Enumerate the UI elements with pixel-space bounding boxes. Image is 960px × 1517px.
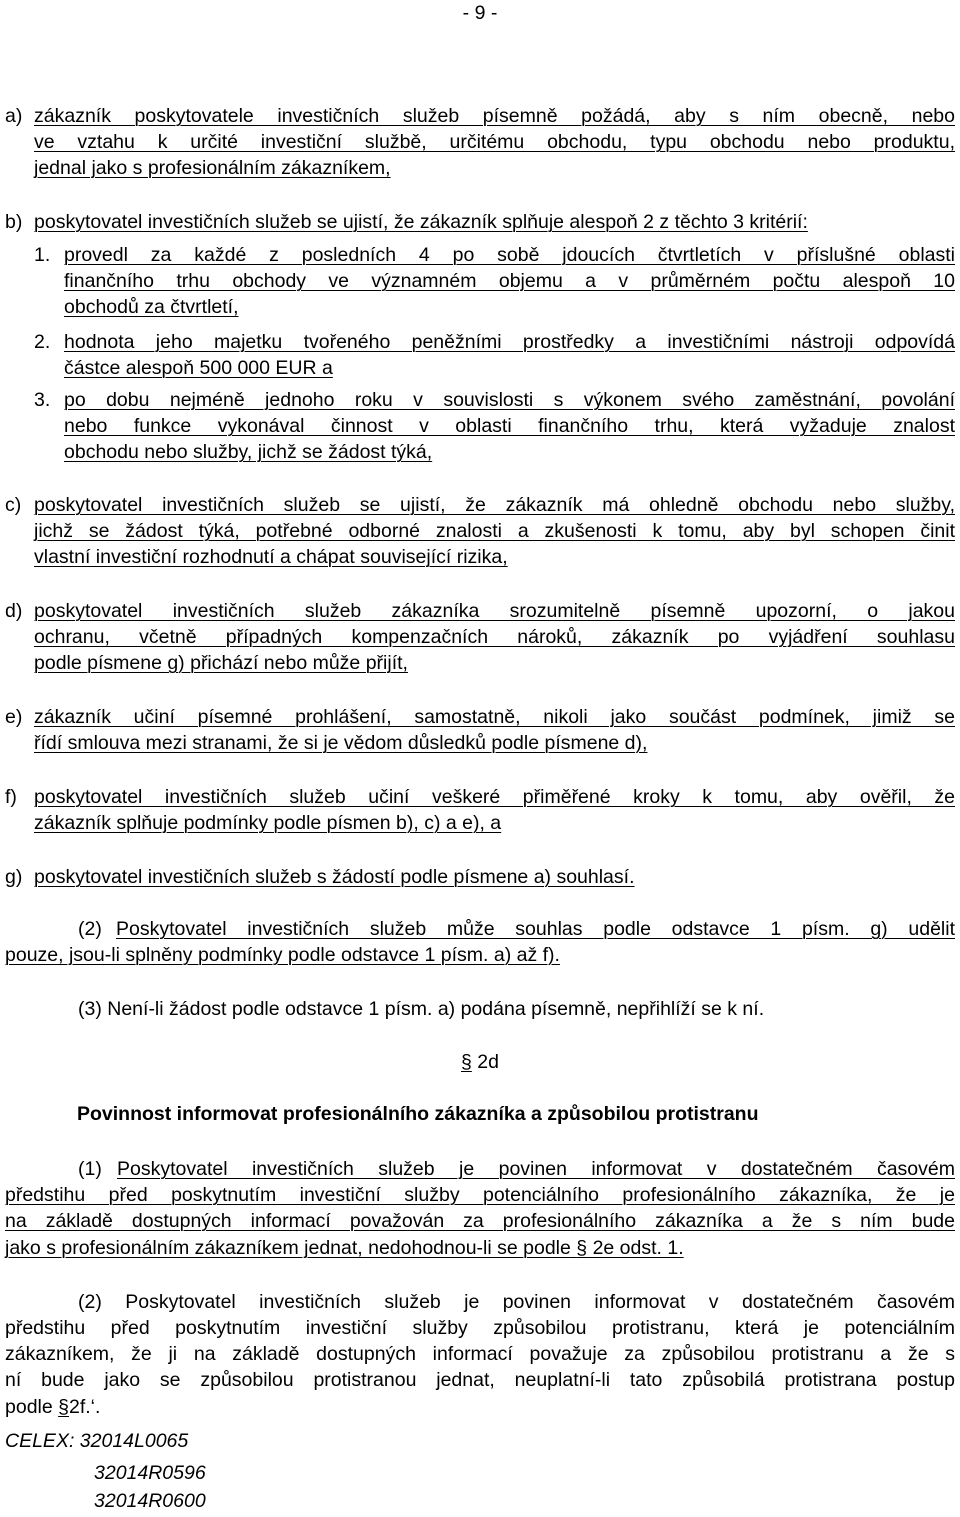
criterion-1-line-1: provedl za každé z posledních 4 po sobě jdoucích čtvrtletích v příslušné oblasti bbox=[64, 244, 955, 266]
section-paragraph-2-line-5-text: podle bbox=[5, 1396, 53, 1418]
section-reference-2: 2f.‘. bbox=[69, 1396, 101, 1418]
paragraph-2-number: (2) bbox=[78, 918, 102, 940]
item-c-line-3: vlastní investiční rozhodnutí a chápat související rizika, bbox=[34, 546, 508, 568]
item-d-line-3: podle písmene g) přichází nebo může přijít, bbox=[34, 652, 408, 674]
section-reference: 2e odst. 1. bbox=[592, 1237, 684, 1259]
celex-code-2: 32014R0600 bbox=[94, 1490, 206, 1512]
item-d-line-1: poskytovatel investičních služeb zákazníka srozumitelně písemně upozorní, o jakou bbox=[34, 600, 955, 622]
criterion-3-line-3: obchodu nebo služby, jichž se žádost týká, bbox=[64, 441, 433, 463]
celex-code-1: 32014R0596 bbox=[94, 1462, 206, 1484]
page-number: - 9 - bbox=[462, 2, 498, 24]
criterion-3-number: 3. bbox=[34, 389, 51, 411]
item-a-line-3: jednal jako s profesionálním zákazníkem, bbox=[34, 157, 391, 179]
criterion-3-line-2: nebo funkce vykonával činnost v oblasti finančního trhu, která vyžaduje znalost bbox=[64, 415, 955, 437]
paragraph-3: (3) Není-li žádost podle odstavce 1 písm. a) podána písemně, nepřihlíží se k ní. bbox=[78, 998, 765, 1020]
item-c-line-1: poskytovatel investičních služeb se ujistí, že zákazník má ohledně obchodu nebo služby, bbox=[34, 494, 955, 516]
section-reference-symbol: § bbox=[576, 1237, 588, 1259]
section-heading bbox=[0, 1049, 960, 1075]
item-a-label: a) bbox=[5, 105, 23, 127]
section-paragraph-1-line-4-text: jako s profesionálním zákazníkem jednat, nedohodnou-li se podle bbox=[5, 1237, 571, 1259]
criterion-1-line-2: finančního trhu obchody ve významném objemu a v průměrném počtu alespoň 10 bbox=[64, 270, 955, 292]
item-b-text: poskytovatel investičních služeb se ujistí, že zákazník splňuje alespoň 2 z těchto 3 kritérií: bbox=[34, 211, 808, 233]
section-paragraph-1-line-1: Poskytovatel investičních služeb je povinen informovat v dostatečném časovém bbox=[117, 1158, 955, 1180]
section-paragraph-2-line-1: (2) Poskytovatel investičních služeb je povinen informovat v dostatečném časovém bbox=[78, 1291, 955, 1313]
item-f-line-1: poskytovatel investičních služeb učiní veškeré přiměřené kroky k tomu, aby ověřil, že bbox=[34, 786, 955, 808]
item-g-text: poskytovatel investičních služeb s žádostí podle písmene a) souhlasí. bbox=[34, 866, 635, 888]
section-paragraph-2-line-2: předstihu před poskytnutím investiční služby způsobilou protistranu, která je potenciálním bbox=[5, 1317, 955, 1339]
item-f-line-2: zákazník splňuje podmínky podle písmen b), c) a e), a bbox=[34, 812, 502, 834]
section-symbol: § bbox=[461, 1051, 472, 1073]
celex-label: CELEX: 32014L0065 bbox=[5, 1430, 189, 1452]
criterion-3-line-1: po dobu nejméně jednoho roku v souvislosti s výkonem svého zaměstnání, povolání bbox=[64, 389, 955, 411]
item-d-label: d) bbox=[5, 600, 23, 622]
item-c-label: c) bbox=[5, 494, 22, 516]
item-f-label: f) bbox=[5, 786, 17, 808]
criterion-1-line-3: obchodů za čtvrtletí, bbox=[64, 296, 239, 318]
section-paragraph-2-line-4: ní bude jako se způsobilou protistranou jednat, neuplatní-li tato způsobilá protistrana postup bbox=[5, 1369, 955, 1391]
section-reference-symbol-2: § bbox=[58, 1396, 69, 1418]
criterion-2-number: 2. bbox=[34, 331, 51, 353]
item-a-line-1: zákazník poskytovatele investičních služeb písemně požádá, aby s ním obecně, nebo bbox=[34, 105, 955, 127]
item-c-line-2: jichž se žádost týká, potřebné odborné znalosti a zkušenosti k tomu, aby byl schopen činit bbox=[34, 520, 955, 542]
section-title: Povinnost informovat profesionálního zákazníka a způsobilou protistranu bbox=[77, 1103, 759, 1125]
section-paragraph-2-line-3: zákazníkem, že ji na základě dostupných informací považuje za způsobilou protistranu a že s bbox=[5, 1343, 955, 1365]
section-number: 2d bbox=[477, 1051, 499, 1073]
criterion-2-line-1: hodnota jeho majetku tvořeného peněžními prostředky a investičními nástroji odpovídá bbox=[64, 331, 955, 353]
section-paragraph-2-line-5 bbox=[5, 1394, 100, 1420]
item-b-label: b) bbox=[5, 211, 23, 233]
item-e-line-2: řídí smlouva mezi stranami, že si je vědom důsledků podle písmene d), bbox=[34, 732, 648, 754]
paragraph-2-line-2: pouze, jsou-li splněny podmínky podle odstavce 1 písm. a) až f). bbox=[5, 944, 560, 966]
item-e-line-1: zákazník učiní písemné prohlášení, samostatně, nikoli jako součást podmínek, jimiž se bbox=[34, 706, 955, 728]
criterion-2-line-2: částce alespoň 500 000 EUR a bbox=[64, 357, 333, 379]
item-d-line-2: ochranu, včetně případných kompenzačních nároků, zákazník po vyjádření souhlasu bbox=[34, 626, 955, 648]
section-paragraph-1-line-3: na základě dostupných informací považován za profesionálního zákazníka a že s ním bude bbox=[5, 1210, 955, 1232]
criterion-1-number: 1. bbox=[34, 244, 51, 266]
section-paragraph-1-line-2: předstihu před poskytnutím investiční služby potenciálního profesionálního zákazníka, že je bbox=[5, 1184, 955, 1206]
section-paragraph-1-line-4 bbox=[5, 1235, 684, 1261]
section-paragraph-1-number: (1) bbox=[78, 1158, 102, 1180]
paragraph-2-line-1: Poskytovatel investičních služeb může souhlas podle odstavce 1 písm. g) udělit bbox=[116, 918, 955, 940]
item-e-label: e) bbox=[5, 706, 23, 728]
item-a-line-2: ve vztahu k určité investiční službě, určitému obchodu, typu obchodu nebo produktu, bbox=[34, 131, 955, 153]
item-g-label: g) bbox=[5, 866, 23, 888]
